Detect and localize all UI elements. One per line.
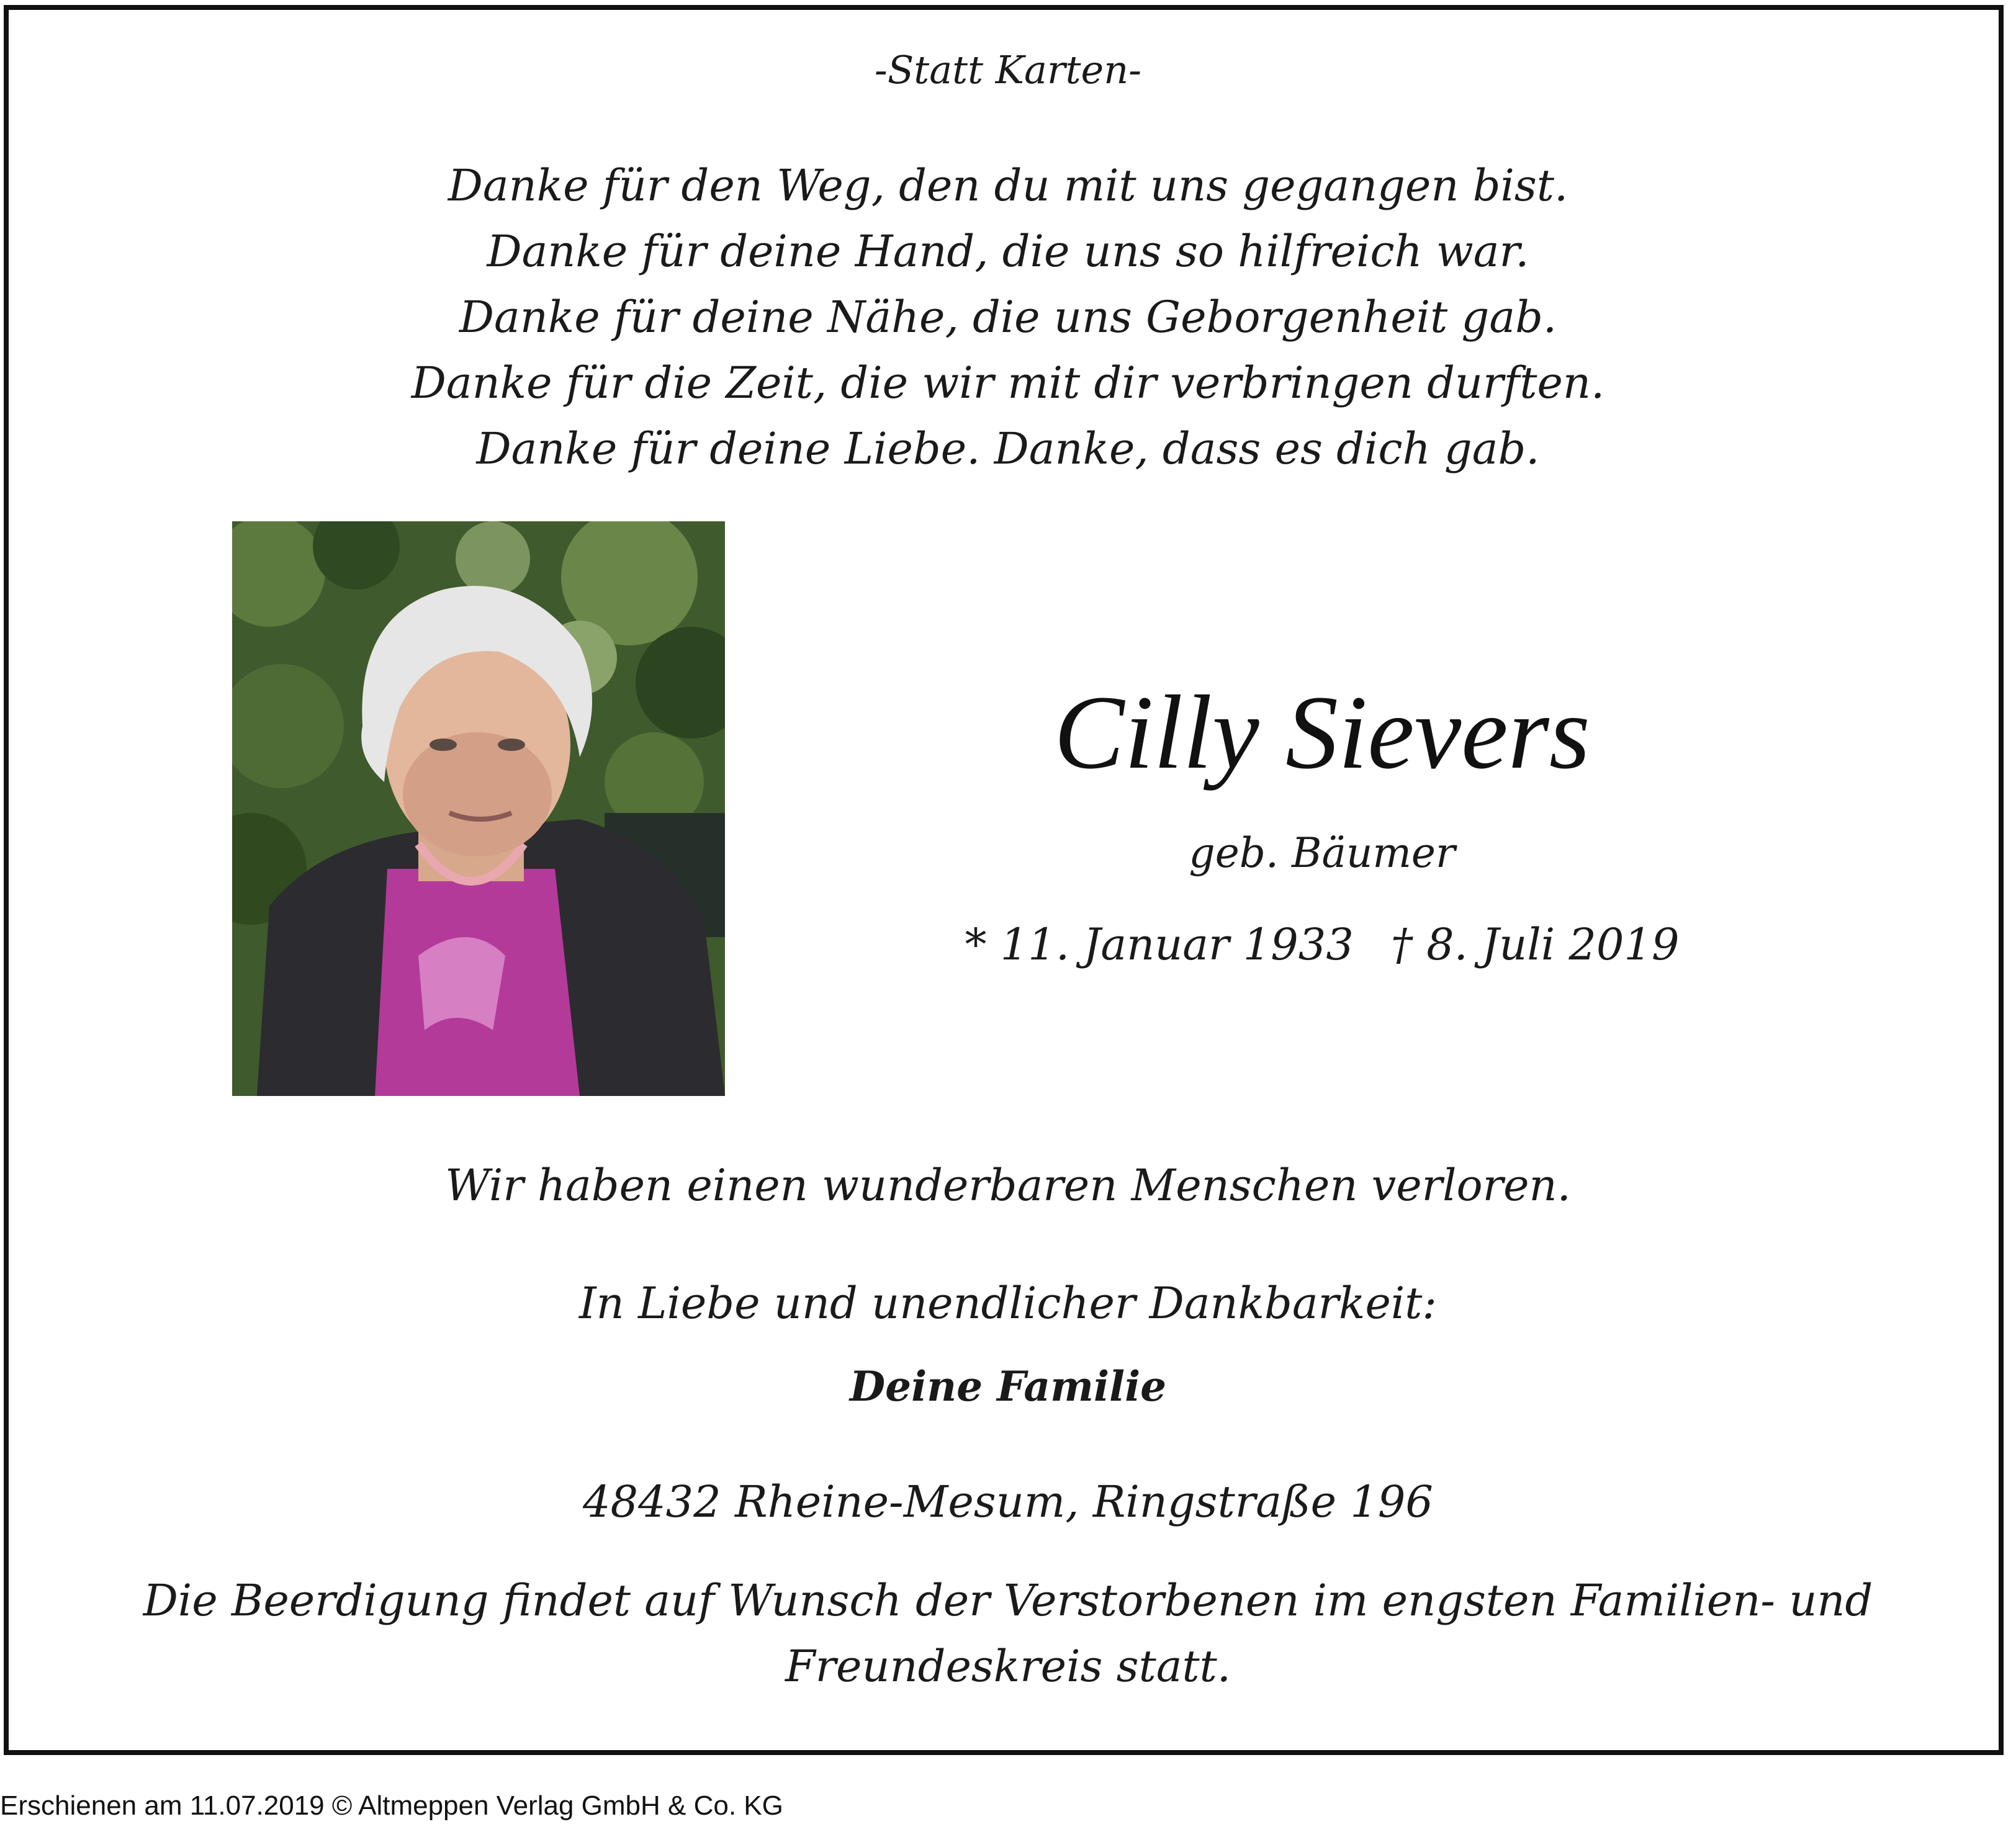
birth-date: * 11. Januar 1933: [965, 919, 1354, 970]
lost-line: Wir haben einen wunderbaren Menschen verloren.: [445, 1160, 1571, 1211]
life-dates: [857, 914, 1788, 976]
thanks-line: In Liebe und unendlicher Dankbarkeit:: [579, 1278, 1437, 1329]
address: 48432 Rheine-Mesum, Ringstraße 196: [583, 1476, 1433, 1527]
deceased-name: Cilly Sievers: [1054, 674, 1590, 791]
signature: Deine Familie: [849, 1362, 1167, 1411]
funeral-line: Freundeskreis statt.: [785, 1641, 1231, 1692]
poem-line: Danke für den Weg, den du mit uns gegangen bist.: [448, 160, 1568, 211]
publication-footer: Erschienen am 11.07.2019 © Altmeppen Verlag GmbH & Co. KG: [0, 1790, 783, 1821]
funeral-note: [25, 1568, 1991, 1699]
poem: [25, 153, 1991, 482]
poem-line: Danke für deine Nähe, die uns Geborgenheit gab.: [459, 292, 1557, 343]
poem-line: Danke für deine Liebe. Danke, dass es dich gab.: [476, 423, 1540, 474]
portrait-photo: [232, 521, 725, 1096]
birth-name: geb. Bäumer: [1189, 829, 1456, 877]
poem-line: Danke für deine Hand, die uns so hilfreich war.: [487, 226, 1529, 277]
notice-header: -Statt Karten-: [874, 47, 1142, 92]
funeral-line: Die Beerdigung findet auf Wunsch der Verstorbenen im engsten Familien- und: [143, 1575, 1873, 1626]
death-date: † 8. Juli 2019: [1390, 919, 1680, 970]
poem-line: Danke für die Zeit, die wir mit dir verbringen durften.: [411, 357, 1605, 408]
